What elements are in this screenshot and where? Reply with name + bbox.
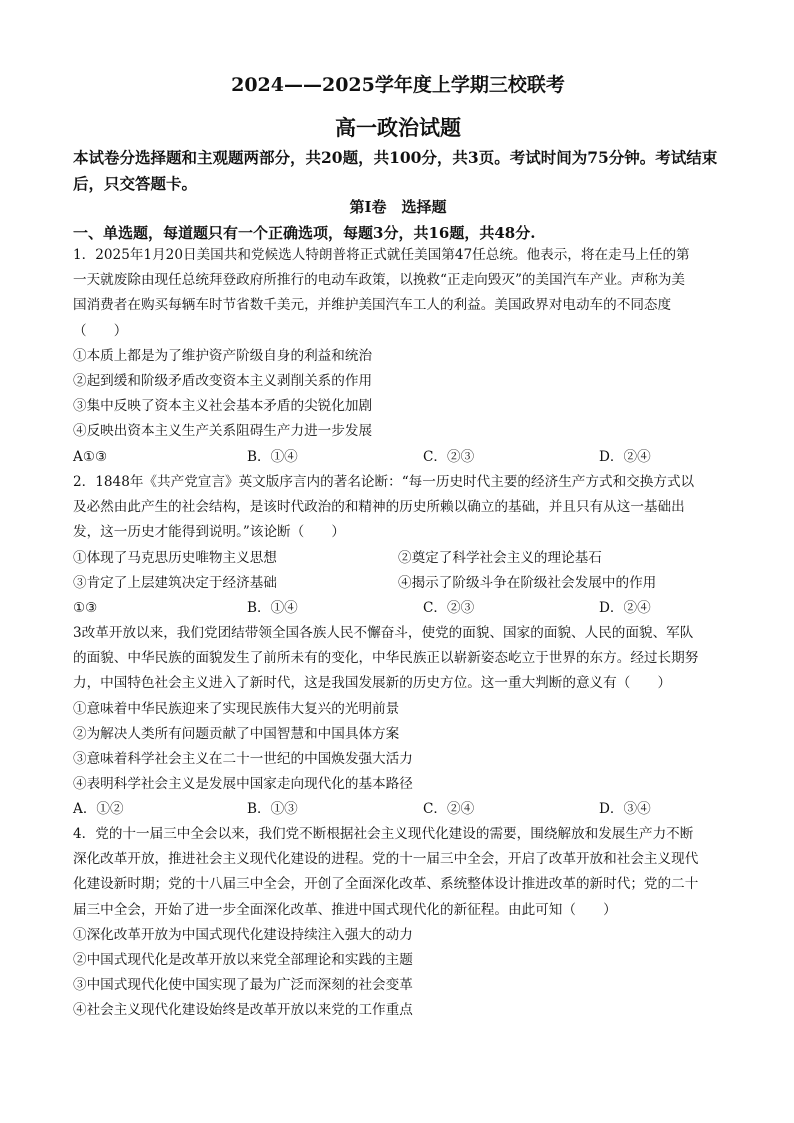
question-2 <box>73 470 723 621</box>
question-text-line: 2．1848年《共产党宣言》英文版序言内的著名论断：“每一历史时代主要的经济生产方式和交换方式以 <box>73 474 695 490</box>
option-3: ③集中反映了资本主义社会基本矛盾的尖锐化加剧 <box>73 398 373 415</box>
choice-a: ①③ <box>73 599 98 616</box>
choice-c: C．②③ <box>423 599 475 616</box>
question-text-line: 3改革开放以来，我们党团结带领全国各族人民不懈奋斗，使党的面貌、国家的面貌、人民的面貌、军队 <box>73 625 694 641</box>
option-4: ④社会主义现代化建设始终是改革开放以来党的工作重点 <box>73 1002 413 1019</box>
question-text-line: 1．2025年1月20日美国共和党候选人特朗普将正式就任美国第47任总统。他表示，将在走马上任的第 <box>73 247 690 263</box>
option-4: ④揭示了阶级斗争在阶级社会发展中的作用 <box>398 574 657 591</box>
choice-b: B．①④ <box>247 448 298 465</box>
option-4: ④反映出资本主义生产关系阻碍生产力进一步发展 <box>73 423 373 440</box>
question-4 <box>73 822 723 1024</box>
option-2: ②为解决人类所有问题贡献了中国智慧和中国具体方案 <box>73 725 400 742</box>
exam-subtitle: 高一政治试题 <box>335 115 461 140</box>
exam-instructions: 本试卷分选择题和主观题两部分，共20题，共100分，共3页。考试时间为75分钟。考试结束后，只交答题卡。 <box>73 148 718 193</box>
option-1: ①意味着中华民族迎来了实现民族伟大复兴的光明前景 <box>73 700 400 717</box>
answer-choices <box>73 445 723 470</box>
choice-c: C．②③ <box>423 448 475 465</box>
question-text-line: 国消费者在购买每辆车时节省数千美元，并维护美国汽车工人的利益。美国政界对电动车的不同态度 <box>73 297 672 314</box>
option-3: ③中国式现代化使中国实现了最为广泛而深刻的社会变革 <box>73 977 413 994</box>
question-text-line: 及必然由此产生的社会结构，是该时代政治的和精神的历史所赖以确立的基础，并且只有从这一基础出 <box>73 499 685 516</box>
option-1: ①体现了马克思历史唯物主义思想 <box>73 549 277 566</box>
answer-choices <box>73 596 723 621</box>
option-2: ②起到缓和阶级矛盾改变资本主义剥削关系的作用 <box>73 372 373 389</box>
question-text-line: 力，中国特色社会主义进入了新时代，这是我国发展新的历史方位。这一重大判断的意义有（ ） <box>73 675 672 692</box>
volume-heading: 第Ⅰ卷 选择题 <box>349 198 447 216</box>
section-heading: 一、单选题，每道题只有一个正确选项，每题3分，共16题，共48分. <box>73 224 536 242</box>
choice-a: A①③ <box>73 448 108 465</box>
question-text-line: 届三中全会，开始了进一步全面深化改革、推进中国式现代化的新征程。由此可知（ ） <box>73 901 617 918</box>
question-text-line: 化建设新时期；党的十八届三中全会，开创了全面深化改革、系统整体设计推进改革的新时代；党的二十 <box>73 876 699 893</box>
choice-b: B．①④ <box>247 599 298 616</box>
question-text-line: 深化改革开放，推进社会主义现代化建设的进程。党的十一届三中全会，开启了改革开放和社会主义现代 <box>73 851 699 868</box>
option-row <box>73 546 723 571</box>
option-2: ②奠定了科学社会主义的理论基石 <box>398 549 602 566</box>
question-text-line: 发，这一历史才能得到说明。”该论断（ ） <box>73 524 346 541</box>
option-row <box>73 571 723 596</box>
question-text-line: 的面貌、中华民族的面貌发生了前所未有的变化，中华民族正以崭新姿态屹立于世界的东方。经过长期努 <box>73 650 699 667</box>
question-text-line: 一天就废除由现任总统拜登政府所推行的电动车政策，以挽救“正走向毁灭”的美国汽车产业。声称为美 <box>73 272 686 289</box>
question-text-line: （ ） <box>73 322 128 339</box>
option-4: ④表明科学社会主义是发展中国家走向现代化的基本路径 <box>73 776 413 793</box>
answer-choices <box>73 797 723 822</box>
choice-d: D．②④ <box>599 448 651 465</box>
question-text-line: 4．党的十一届三中全会以来，我们党不断根据社会主义现代化建设的需要，围绕解放和发展生产力不断 <box>73 826 694 842</box>
choice-b: B．①③ <box>247 801 298 818</box>
option-3: ③意味着科学社会主义在二十一世纪的中国焕发强大活力 <box>73 750 413 767</box>
option-2: ②中国式现代化是改革开放以来党全部理论和实践的主题 <box>73 951 413 968</box>
question-3 <box>73 621 723 823</box>
option-3: ③肯定了上层建筑决定于经济基础 <box>73 574 277 591</box>
option-1: ①深化改革开放为中国式现代化建设持续注入强大的动力 <box>73 926 413 943</box>
exam-title: 2024——2025学年度上学期三校联考 <box>231 74 565 96</box>
choice-c: C．②④ <box>423 801 475 818</box>
option-1: ①本质上都是为了维护资产阶级自身的利益和统治 <box>73 347 373 364</box>
question-1 <box>73 243 723 470</box>
choice-a: A．①② <box>73 801 124 818</box>
choice-d: D．③④ <box>599 801 651 818</box>
choice-d: D．②④ <box>599 599 651 616</box>
